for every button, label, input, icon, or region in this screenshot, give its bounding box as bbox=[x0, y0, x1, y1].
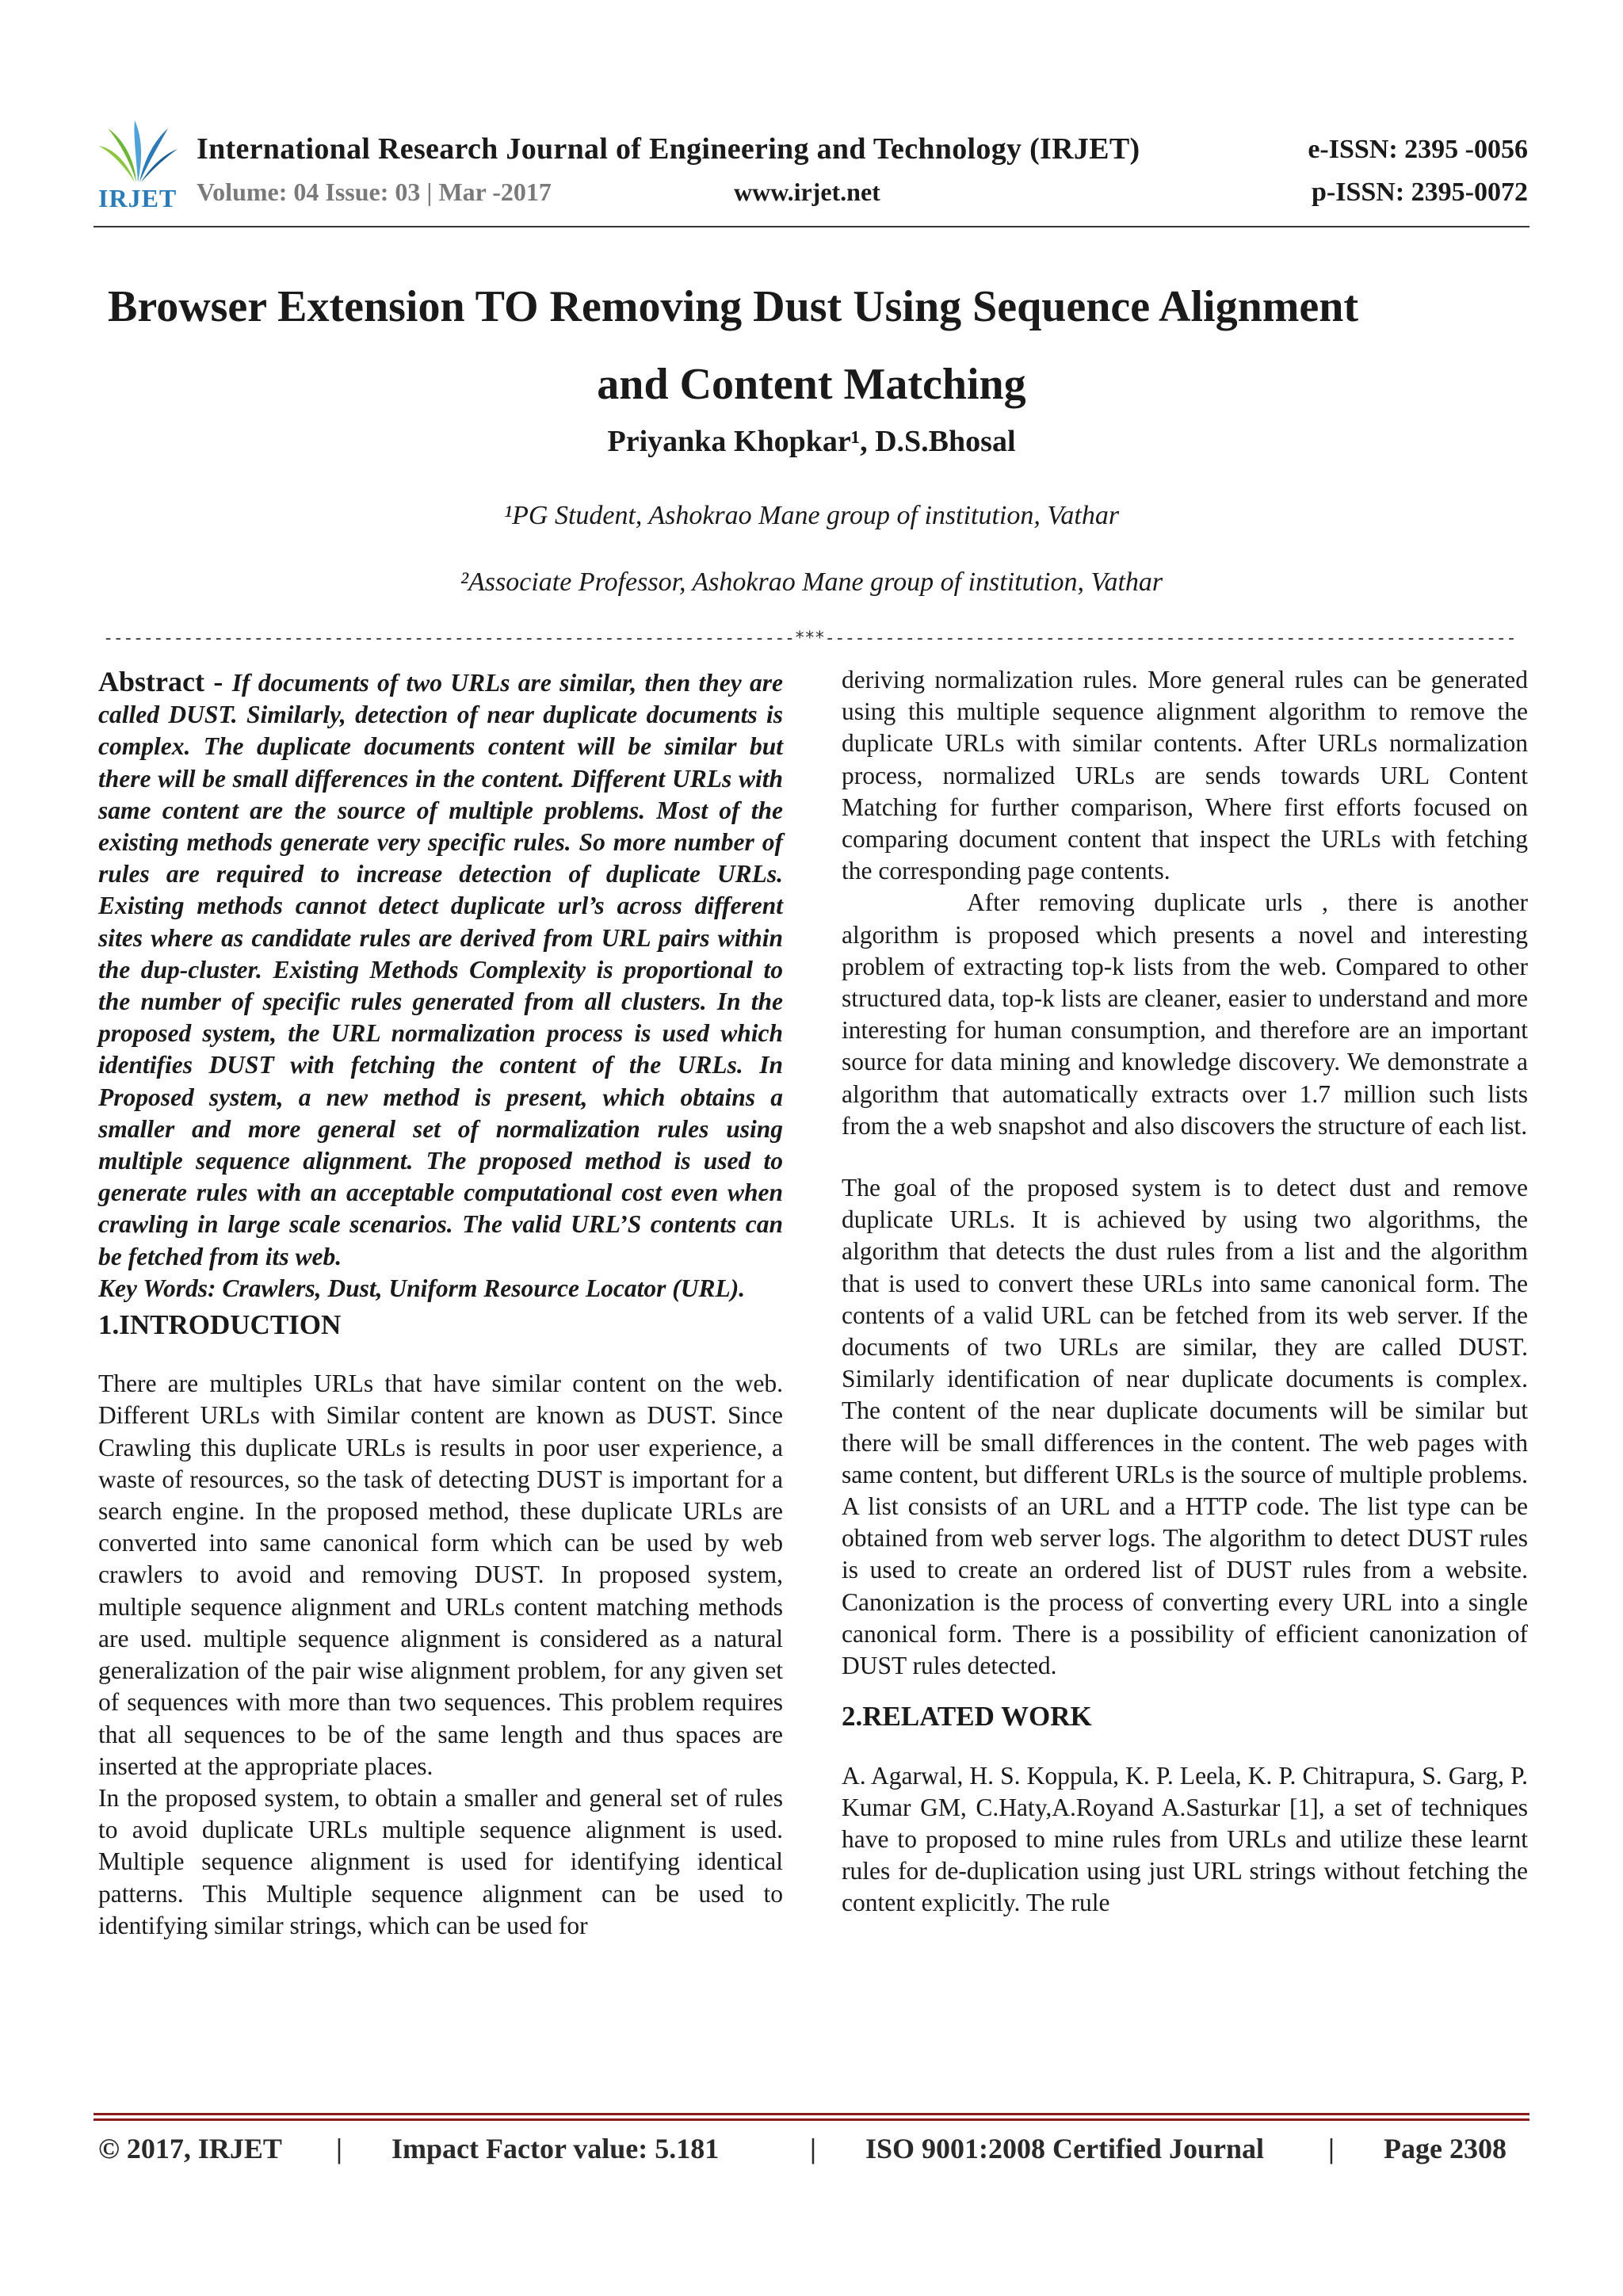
title-line-2: and Content Matching bbox=[597, 360, 1026, 409]
journal-header bbox=[94, 119, 1528, 230]
keywords-text: : Crawlers, Dust, Uniform Resource Locator (URL). bbox=[207, 1274, 746, 1302]
keywords-label: Key Words bbox=[98, 1274, 208, 1302]
iso-certification: ISO 9001:2008 Certified Journal bbox=[865, 2133, 1264, 2164]
volume-issue: Volume: 04 Issue: 03 | Mar -2017 bbox=[197, 178, 552, 206]
left-column bbox=[98, 666, 783, 1942]
abstract-label: Abstract - bbox=[98, 666, 232, 697]
page-footer bbox=[98, 2132, 1525, 2165]
journal-name: International Research Journal of Engineering and Technology (IRJET) bbox=[197, 132, 1140, 166]
keywords bbox=[98, 1273, 783, 1305]
section-separator: ---------------------------------------------------------------------***--------------------------------------------------------------------- bbox=[103, 628, 1516, 648]
affiliation-2: ²Associate Professor, Ashokrao Mane group of institution, Vathar bbox=[460, 567, 1163, 597]
p-issn: p-ISSN: 2395-0072 bbox=[1312, 178, 1528, 207]
copyright: © 2017, IRJET bbox=[98, 2133, 282, 2164]
impact-factor: Impact Factor value: 5.181 bbox=[391, 2133, 720, 2164]
right-column bbox=[842, 664, 1528, 1920]
footer-separator: | bbox=[1328, 2133, 1335, 2164]
introduction-paragraph-1: There are multiples URLs that have similar content on the web. Different URLs with Similar content are known as DUST. Since Crawling this duplicate URLs is results in poor user experience, a waste of resources, so the task of detecting DUST is important for a search engine. In the proposed method, these duplicate URLs are converted into same canonical form which can be used by web crawlers to avoid and removing DUST. In proposed system, multiple sequence alignment and URLs content matching methods are used. multiple sequence alignment is considered as a natural generalization of the pair wise alignment problem, for any given set of sequences with more than two sequences. This problem requires that all sequences to be of the same length and thus spaces are inserted at the appropriate places. bbox=[98, 1370, 783, 1780]
affiliation-1: ¹PG Student, Ashokrao Mane group of institution, Vathar bbox=[503, 501, 1120, 530]
journal-website: www.irjet.net bbox=[734, 178, 880, 206]
related-work-heading: 2.RELATED WORK bbox=[842, 1701, 1092, 1733]
footer-separator: | bbox=[810, 2133, 816, 2164]
title-line-1: Browser Extension TO Removing Dust Using Sequence Alignment bbox=[108, 282, 1359, 331]
footer-divider-bottom bbox=[94, 2118, 1529, 2121]
abstract bbox=[98, 666, 783, 1273]
page-number: Page 2308 bbox=[1384, 2133, 1507, 2164]
body-paragraph-1: deriving normalization rules. More general rules can be generated using this multiple sequence alignment algorithm to remove the duplicate URLs with similar contents. After URLs normalization process, normalized URLs are sends towards URL Content Matching for further comparison, Where first efforts focused on comparing document content that inspect the URLs with fetching the corresponding page contents. bbox=[842, 666, 1528, 885]
footer-divider-top bbox=[94, 2113, 1529, 2115]
related-work-paragraph: A. Agarwal, H. S. Koppula, K. P. Leela, K. P. Chitrapura, S. Garg, P. Kumar GM, C.Haty,A.Royand A.Sasturkar [1], a set of techniques have to proposed to mine rules from URLs and utilize these learnt rules for de-duplication using just URL strings without fetching the content explicitly. The rule bbox=[842, 1761, 1528, 1917]
body-paragraph-3: The goal of the proposed system is to detect dust and remove duplicate URLs. It is achieved by using two algorithms, the algorithm that detects the dust rules from a list and the algorithm that is used to convert these URLs into same canonical form. The contents of a valid URL can be fetched from its web server. If the documents of two URLs are similar, they are called DUST. Similarly identification of near duplicate documents is complex. The content of the near duplicate documents will be similar but there will be small differences in the content. The web pages with same content, but different URLs is the source of multiple problems. A list consists of an URL and a HTTP code. The list type can be obtained from web server logs. The algorithm to detect DUST rules is used to create an ordered list of DUST rules from a website. Canonization is the process of converting every URL into a single canonical form. There is a possibility of efficient canonization of DUST rules detected. bbox=[842, 1174, 1528, 1680]
irjet-logo bbox=[94, 119, 181, 214]
logo-text: IRJET bbox=[98, 184, 178, 212]
abstract-text: If documents of two URLs are similar, then they are called DUST. Similarly, detection of near duplicate documents is complex. The duplicate documents content will be similar but there will be small differences in the content. Different URLs with same content are the source of multiple problems. Most of the existing methods generate very specific rules. So more number of rules are required to increase detection of duplicate URLs. Existing methods cannot detect duplicate url’s across different sites where as candidate rules are derived from URL pairs within the dup-cluster. Existing Methods Complexity is proportional to the number of specific rules generated from all clusters. In the proposed system, the URL normalization process is used which identifies DUST with fetching the content of the URLs. In Proposed system, a new method is present, which obtains a smaller and more general set of normalization rules using multiple sequence alignment. The proposed method is used to generate rules with an acceptable computational cost even when crawling in large scale scenarios. The valid URL’S contents can be fetched from its web. bbox=[98, 669, 784, 1270]
paper-title bbox=[94, 268, 1529, 423]
author-list: Priyanka Khopkar¹, D.S.Bhosal bbox=[607, 425, 1016, 458]
e-issn: e-ISSN: 2395 -0056 bbox=[1308, 135, 1528, 164]
header-divider bbox=[94, 226, 1529, 227]
body-paragraph-2: After removing duplicate urls , there is another algorithm is proposed which presents a novel and interesting problem of extracting top-k lists from the web. Compared to other structured data, top-k lists are cleaner, easier to understand and more interesting for human consumption, and therefore are an important source for data mining and knowledge discovery. We demonstrate a algorithm that automatically extracts over 1.7 million such lists from the a web snapshot and also discovers the structure of each list. bbox=[842, 888, 1528, 1140]
leaf-logo-icon bbox=[94, 119, 181, 185]
footer-separator: | bbox=[336, 2133, 342, 2164]
introduction-paragraph-2: In the proposed system, to obtain a smaller and general set of rules to avoid duplicate URLs multiple sequence alignment is used. Multiple sequence alignment is used for identifying identical patterns. This Multiple sequence alignment can be used to identifying similar strings, which can be used for bbox=[98, 1783, 783, 1939]
introduction-heading: 1.INTRODUCTION bbox=[98, 1309, 342, 1341]
